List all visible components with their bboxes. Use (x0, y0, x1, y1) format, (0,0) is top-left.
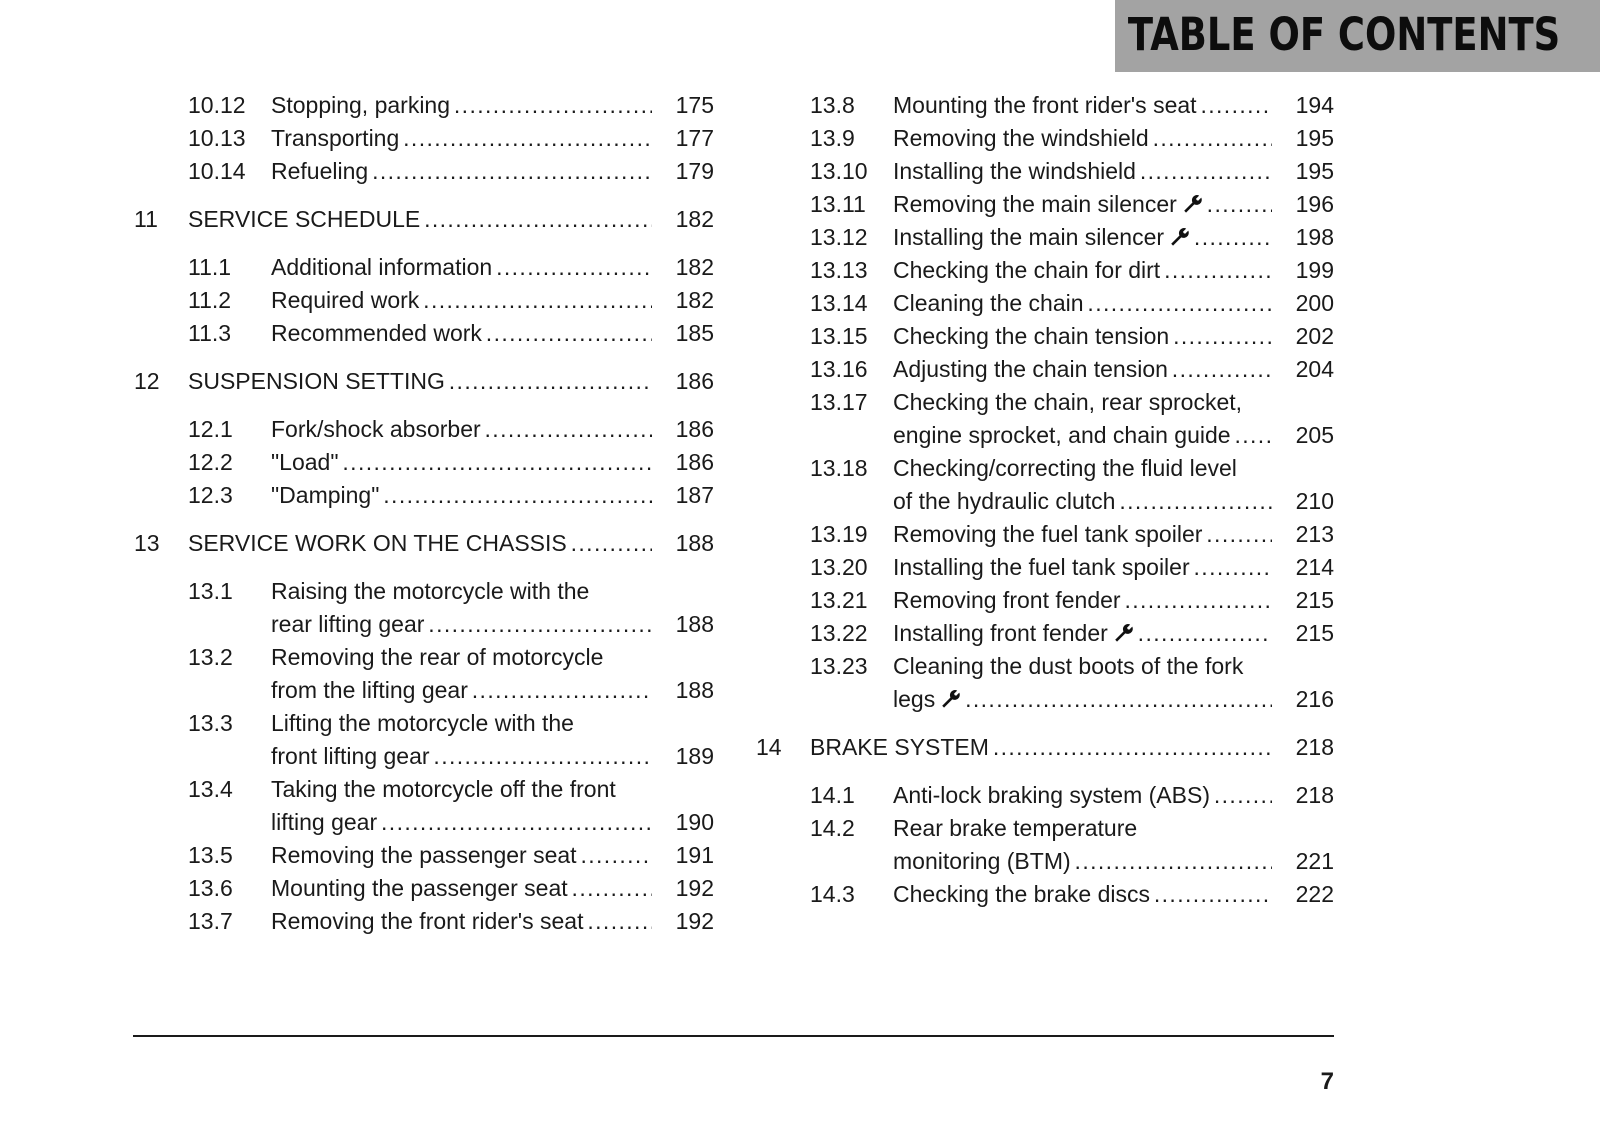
toc-leader-dots (893, 518, 1272, 551)
toc-leader-dots (271, 251, 652, 284)
toc-entry[interactable] (134, 872, 714, 905)
toc-entry-title: Cleaning the dust boots of the fork (893, 653, 1244, 679)
toc-entry[interactable] (756, 320, 1334, 353)
toc-page-number: 213 (1295, 521, 1334, 547)
toc-leader-dots (271, 317, 652, 350)
toc-page-number: 192 (675, 875, 714, 901)
toc-entry-number: 13.10 (810, 158, 868, 184)
toc-entry-title: Mounting the passenger seat (271, 875, 568, 901)
toc-entry[interactable] (134, 773, 714, 839)
toc-entry-number: 13.18 (810, 455, 868, 481)
toc-page-number: 179 (675, 158, 714, 184)
toc-entry-number: 12 (134, 368, 160, 394)
toc-entry-number: 13.12 (810, 224, 868, 250)
toc-leader-dots (893, 122, 1272, 155)
toc-entry[interactable] (134, 413, 714, 446)
toc-page-number: 204 (1295, 356, 1334, 382)
toc-entry[interactable] (756, 188, 1334, 221)
toc-entry-title: Checking the chain tension (893, 323, 1170, 349)
toc-leader-dots (893, 878, 1272, 911)
toc-entry[interactable] (756, 221, 1334, 254)
toc-entry[interactable] (134, 317, 714, 350)
wrench-icon (1168, 223, 1190, 245)
header-bar (1115, 0, 1600, 72)
toc-page-number: 191 (675, 842, 714, 868)
toc-page-number: 175 (675, 92, 714, 118)
toc-leader-dots (271, 122, 652, 155)
toc-entry[interactable] (756, 452, 1334, 518)
toc-page-number: 188 (675, 611, 714, 637)
toc-page-number: 186 (675, 449, 714, 475)
toc-leader-dots (271, 872, 652, 905)
toc-page-number: 205 (1295, 422, 1334, 448)
toc-entry[interactable] (134, 284, 714, 317)
toc-page-number: 195 (1295, 158, 1334, 184)
toc-entry[interactable] (134, 251, 714, 284)
toc-entry[interactable] (134, 89, 714, 122)
footer-divider (133, 1035, 1334, 1037)
toc-page-number: 188 (675, 530, 714, 556)
toc-entry-title: Raising the motorcycle with the (271, 578, 590, 604)
toc-page-number: 202 (1295, 323, 1334, 349)
toc-page-number: 210 (1295, 488, 1334, 514)
toc-leader-dots (893, 353, 1272, 386)
toc-page-number: 215 (1295, 620, 1334, 646)
toc-entry-title: Adjusting the chain tension (893, 356, 1168, 382)
toc-entry-number: 12.2 (188, 449, 233, 475)
toc-entry-title: Required work (271, 287, 420, 313)
toc-leader-dots (188, 365, 652, 398)
toc-entry-number: 13.4 (188, 776, 233, 802)
toc-entry-title: Removing front fender (893, 587, 1121, 613)
toc-entry-number: 10.14 (188, 158, 246, 184)
toc-entry-title: Recommended work (271, 320, 482, 346)
toc-page-number: 200 (1295, 290, 1334, 316)
toc-entry[interactable] (134, 122, 714, 155)
toc-entry-number: 11.3 (188, 320, 232, 346)
toc-entry-title: Anti-lock braking system (ABS) (893, 782, 1210, 808)
toc-entry[interactable] (756, 584, 1334, 617)
toc-leader-dots (893, 89, 1272, 122)
toc-entry-title: SUSPENSION SETTING (188, 368, 445, 394)
toc-entry-number: 13.5 (188, 842, 233, 868)
toc-entry-title: Removing the fuel tank spoiler (893, 521, 1203, 547)
toc-entry[interactable] (756, 518, 1334, 551)
toc-entry-number: 14.2 (810, 815, 855, 841)
toc-entry-title: Refueling (271, 158, 369, 184)
toc-entry-number: 11.1 (188, 254, 232, 280)
toc-entry[interactable] (134, 641, 714, 707)
toc-entry[interactable] (756, 155, 1334, 188)
toc-chapter[interactable] (134, 527, 714, 560)
toc-leader-dots (271, 839, 652, 872)
toc-entry-title: Mounting the front rider's seat (893, 92, 1197, 118)
toc-leader-dots (188, 527, 652, 560)
toc-entry-title: monitoring (BTM) (893, 848, 1071, 874)
toc-entry-number: 11 (134, 206, 158, 232)
toc-leader-dots (893, 254, 1272, 287)
toc-leader-dots (271, 674, 652, 707)
toc-page-number: 186 (675, 368, 714, 394)
toc-entry[interactable] (756, 353, 1334, 386)
page-title: TABLE OF CONTENTS (1127, 8, 1560, 61)
toc-page-number: 199 (1295, 257, 1334, 283)
toc-entry-title: Checking the chain, rear sprocket, (893, 389, 1243, 415)
toc-entry-number: 13.2 (188, 644, 233, 670)
toc-entry-number: 13.21 (810, 587, 868, 613)
toc-entry-title: legs (893, 686, 936, 712)
toc-entry-title: engine sprocket, and chain guide (893, 422, 1231, 448)
toc-leader-dots (893, 617, 1272, 650)
toc-entry-title: Removing the windshield (893, 125, 1149, 151)
wrench-icon (1181, 190, 1203, 212)
toc-entry[interactable] (756, 254, 1334, 287)
toc-leader-dots (271, 413, 652, 446)
toc-leader-dots (271, 905, 652, 938)
toc-leader-dots (893, 584, 1272, 617)
toc-entry[interactable] (134, 155, 714, 188)
toc-page-number: 188 (675, 677, 714, 703)
toc-entry[interactable] (756, 878, 1334, 911)
toc-entry-title: Transporting (271, 125, 400, 151)
toc-entry-title: Installing the fuel tank spoiler (893, 554, 1190, 580)
toc-page-number: 218 (1295, 734, 1334, 760)
toc-page-number: 215 (1295, 587, 1334, 613)
toc-entry-number: 13.17 (810, 389, 868, 415)
toc-page-number: 214 (1295, 554, 1334, 580)
toc-entry-title: Installing the windshield (893, 158, 1136, 184)
toc-entry-number: 13.16 (810, 356, 868, 382)
toc-leader-dots (271, 446, 652, 479)
toc-page-number: 185 (675, 320, 714, 346)
toc-leader-dots (271, 89, 652, 122)
toc-entry-title: SERVICE WORK ON THE CHASSIS (188, 530, 567, 556)
toc-entry-number: 11.2 (188, 287, 232, 313)
toc-entry-title: Checking the brake discs (893, 881, 1150, 907)
toc-entry[interactable] (756, 812, 1334, 878)
toc-entry[interactable] (134, 446, 714, 479)
toc-entry[interactable] (134, 905, 714, 938)
toc-entry[interactable] (134, 839, 714, 872)
toc-leader-dots (893, 287, 1272, 320)
toc-entry-number: 13.3 (188, 710, 233, 736)
toc-entry-number: 13.9 (810, 125, 855, 151)
toc-leader-dots (893, 683, 1272, 716)
toc-entry-number: 14 (756, 734, 782, 760)
wrench-icon (939, 685, 961, 707)
toc-entry-title: Removing the rear of motorcycle (271, 644, 604, 670)
toc-page-number: 216 (1295, 686, 1334, 712)
toc-entry[interactable] (134, 479, 714, 512)
toc-entry-number: 13.19 (810, 521, 868, 547)
toc-entry-title: rear lifting gear (271, 611, 425, 637)
toc-leader-dots (810, 731, 1272, 764)
toc-entry-number: 10.13 (188, 125, 246, 151)
toc-entry[interactable] (756, 617, 1334, 650)
toc-right-column (756, 89, 1334, 911)
toc-entry-title: lifting gear (271, 809, 378, 835)
toc-entry-title: Installing front fender (893, 620, 1108, 646)
toc-leader-dots (893, 155, 1272, 188)
toc-leader-dots (271, 284, 652, 317)
toc-chapter[interactable] (134, 203, 714, 236)
toc-page-number: 186 (675, 416, 714, 442)
toc-entry[interactable] (756, 386, 1334, 452)
toc-page-number: 192 (675, 908, 714, 934)
toc-entry-title: "Damping" (271, 482, 380, 508)
toc-entry-title: of the hydraulic clutch (893, 488, 1116, 514)
toc-entry-title: Removing the main silencer (893, 191, 1177, 217)
toc-entry-number: 12.1 (188, 416, 233, 442)
toc-entry-title: Additional information (271, 254, 493, 280)
toc-chapter[interactable] (756, 731, 1334, 764)
toc-page-number: 198 (1295, 224, 1334, 250)
toc-page-number: 190 (675, 809, 714, 835)
toc-entry-title: Cleaning the chain (893, 290, 1084, 316)
toc-entry-number: 14.3 (810, 881, 855, 907)
toc-entry[interactable] (134, 707, 714, 773)
toc-entry-number: 13.11 (810, 191, 866, 217)
toc-entry-number: 13.15 (810, 323, 868, 349)
toc-entry[interactable] (756, 779, 1334, 812)
toc-entry-number: 13.6 (188, 875, 233, 901)
toc-entry-title: Checking/correcting the fluid level (893, 455, 1237, 481)
toc-entry-number: 12.3 (188, 482, 233, 508)
toc-leader-dots (271, 155, 652, 188)
toc-entry-number: 13.23 (810, 653, 868, 679)
toc-page-number: 182 (675, 287, 714, 313)
toc-page-number: 221 (1295, 848, 1334, 874)
wrench-icon (1112, 619, 1134, 641)
toc-leader-dots (271, 608, 652, 641)
toc-entry[interactable] (756, 551, 1334, 584)
toc-entry-title: Rear brake temperature (893, 815, 1138, 841)
toc-leader-dots (188, 203, 652, 236)
toc-leader-dots (893, 221, 1272, 254)
toc-leader-dots (271, 806, 652, 839)
toc-page-number: 182 (675, 254, 714, 280)
toc-entry-title: Installing the main silencer (893, 224, 1165, 250)
toc-entry-number: 13.8 (810, 92, 855, 118)
toc-page-number: 189 (675, 743, 714, 769)
toc-entry-title: BRAKE SYSTEM (810, 734, 989, 760)
toc-entry-number: 14.1 (810, 782, 855, 808)
toc-entry-title: from the lifting gear (271, 677, 468, 703)
toc-leader-dots (893, 188, 1272, 221)
toc-page-number: 196 (1295, 191, 1334, 217)
toc-entry[interactable] (756, 650, 1334, 716)
toc-leader-dots (893, 320, 1272, 353)
toc-entry[interactable] (756, 287, 1334, 320)
toc-leader-dots (893, 845, 1272, 878)
toc-page-number: 218 (1295, 782, 1334, 808)
toc-entry-title: Taking the motorcycle off the front (271, 776, 616, 802)
toc-entry-number: 13.1 (188, 578, 233, 604)
toc-leader-dots (893, 419, 1272, 452)
toc-entry-title: Removing the passenger seat (271, 842, 577, 868)
toc-entry[interactable] (756, 89, 1334, 122)
toc-page-number: 195 (1295, 125, 1334, 151)
toc-entry-title: Stopping, parking (271, 92, 451, 118)
toc-page-number: 177 (675, 125, 714, 151)
toc-entry-number: 10.12 (188, 92, 246, 118)
toc-entry-title: Checking the chain for dirt (893, 257, 1161, 283)
toc-leader-dots (271, 479, 652, 512)
toc-entry-title: "Load" (271, 449, 339, 475)
toc-entry[interactable] (134, 575, 714, 641)
toc-entry-title: SERVICE SCHEDULE (188, 206, 421, 232)
toc-page-number: 187 (675, 482, 714, 508)
toc-leader-dots (271, 740, 652, 773)
toc-entry-number: 13 (134, 530, 160, 556)
toc-left-column (134, 89, 714, 938)
toc-entry-title: Removing the front rider's seat (271, 908, 584, 934)
toc-entry[interactable] (756, 122, 1334, 155)
toc-leader-dots (893, 779, 1272, 812)
page-number: 7 (1320, 1068, 1334, 1095)
toc-page-number: 194 (1295, 92, 1334, 118)
toc-entry-number: 13.14 (810, 290, 868, 316)
toc-page-number: 222 (1295, 881, 1334, 907)
toc-entry-number: 13.20 (810, 554, 868, 580)
toc-entry-number: 13.7 (188, 908, 233, 934)
toc-entry-title: front lifting gear (271, 743, 430, 769)
toc-entry-title: Lifting the motorcycle with the (271, 710, 574, 736)
toc-entry-number: 13.22 (810, 620, 868, 646)
toc-page-number: 182 (675, 206, 714, 232)
toc-entry-title: Fork/shock absorber (271, 416, 481, 442)
toc-chapter[interactable] (134, 365, 714, 398)
toc-leader-dots (893, 485, 1272, 518)
toc-leader-dots (893, 551, 1272, 584)
toc-entry-number: 13.13 (810, 257, 868, 283)
